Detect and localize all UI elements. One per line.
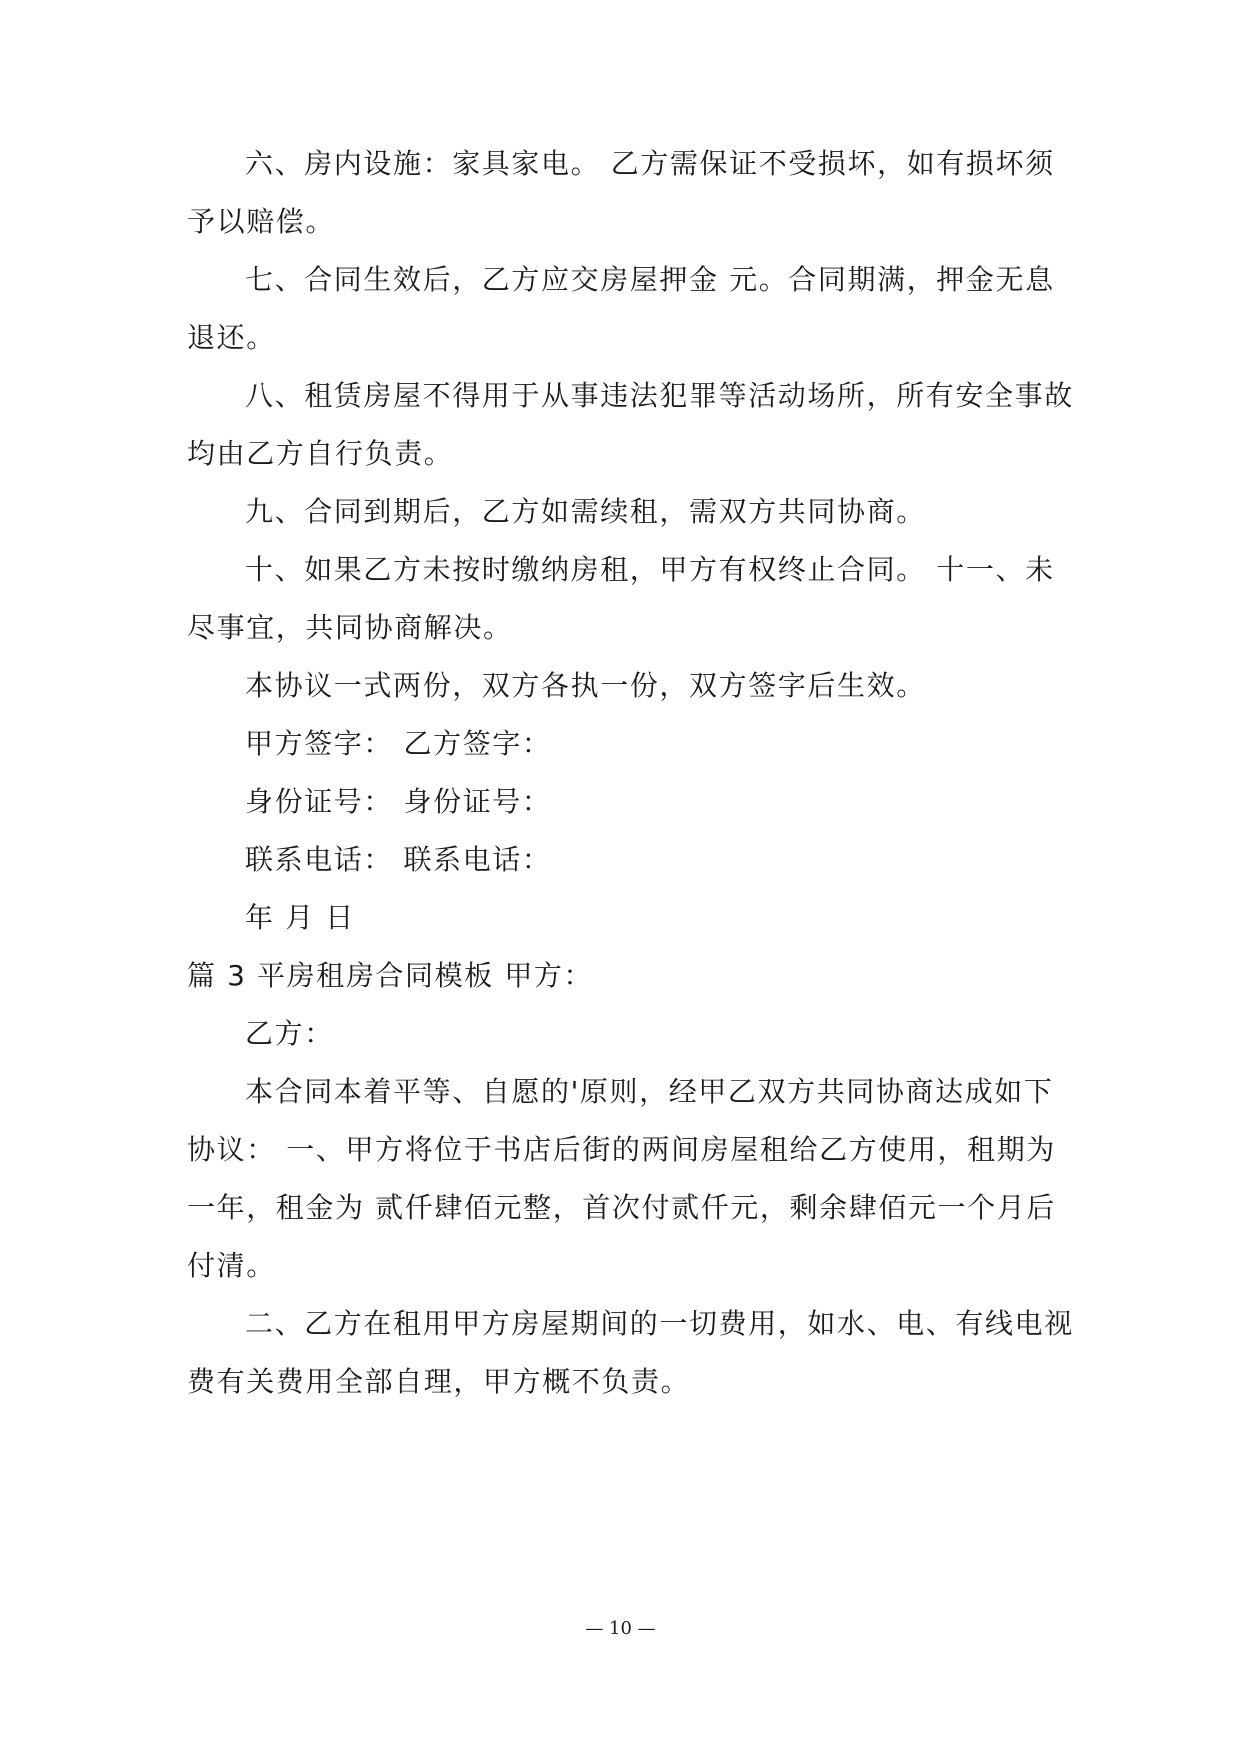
clause-10-line-2: 尽事宜，共同协商解决。 [187,611,513,644]
party-b-line: 乙方： [245,1017,334,1050]
clause-7-line-2: 退还。 [187,321,276,354]
section-heading: 篇 3 平房租房合同模板 甲方： [187,959,594,992]
date-line: 年 月 日 [245,901,355,934]
clause-2-line-1: 二、乙方在租用甲方房屋期间的一切费用，如水、电、有线电视 [245,1307,1074,1340]
preamble-line-3: 一年，租金为 贰仟肆佰元整，首次付贰仟元，剩余肆佰元一个月后 [187,1191,1056,1224]
clause-8-line-1: 八、租赁房屋不得用于从事违法犯罪等活动场所，所有安全事故 [245,379,1074,412]
preamble-line-1: 本合同本着平等、自愿的'原则，经甲乙双方共同协商达成如下 [245,1075,1054,1108]
clause-8-line-2: 均由乙方自行负责。 [187,437,454,470]
page-number: — 10 — [585,1618,656,1639]
id-number-line: 身份证号： 身份证号： [245,785,552,818]
preamble-line-2: 协议： 一、甲方将位于书店后街的两间房屋租给乙方使用，租期为 [187,1133,1056,1166]
signature-line: 甲方签字： 乙方签字： [245,727,552,760]
clause-2-line-2: 费有关费用全部自理，甲方概不负责。 [187,1365,691,1398]
phone-line: 联系电话： 联系电话： [245,843,552,876]
clause-9: 九、合同到期后，乙方如需续租，需双方共同协商。 [245,495,926,528]
clause-6-line-1: 六、房内设施：家具家电。 乙方需保证不受损坏，如有损坏须 [245,147,1055,180]
preamble-line-4: 付清。 [187,1249,276,1282]
clause-7-line-1: 七、合同生效后，乙方应交房屋押金 元。合同期满，押金无息 [245,263,1055,296]
agreement-copies: 本协议一式两份，双方各执一份，双方签字后生效。 [245,669,926,702]
clause-10-line-1: 十、如果乙方未按时缴纳房租，甲方有权终止合同。 十一、未 [245,553,1055,586]
clause-6-line-2: 予以赔偿。 [187,205,336,238]
